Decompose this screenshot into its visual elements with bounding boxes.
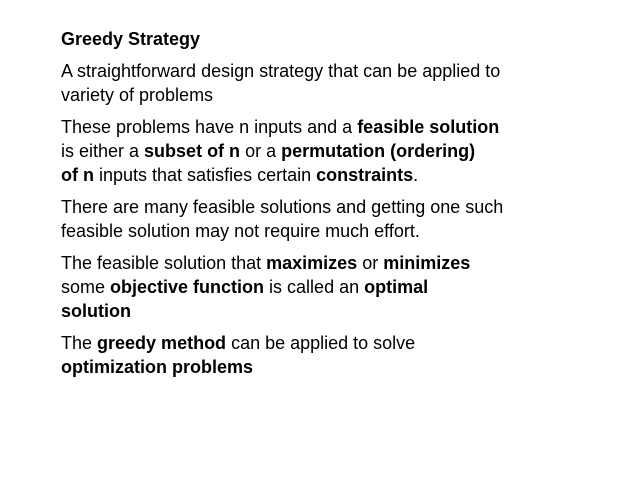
text-run: . <box>413 165 419 185</box>
paragraph-line <box>61 83 621 107</box>
paragraph-definition <box>61 59 621 107</box>
paragraph-line <box>61 331 621 355</box>
text-run: some <box>61 277 111 297</box>
text-run: can be applied to solve <box>226 333 416 353</box>
text-run: or <box>357 253 384 273</box>
text-run: variety of problems <box>61 85 214 105</box>
bold-term: maximizes <box>266 253 358 273</box>
bold-term: solution <box>61 301 131 321</box>
text-run: The <box>61 333 98 353</box>
bold-term: greedy method <box>97 333 227 353</box>
paragraph-line <box>61 251 621 275</box>
bold-term: objective function <box>110 277 265 297</box>
slide-content <box>61 27 621 387</box>
paragraph-line <box>61 59 621 83</box>
paragraph-line <box>61 115 621 139</box>
paragraph-feasible-solution <box>61 115 621 187</box>
paragraph-many-solutions <box>61 195 621 243</box>
text-run: The feasible solution that <box>61 253 267 273</box>
text-run: These problems have n inputs and a <box>61 117 358 137</box>
paragraph-line <box>61 299 621 323</box>
bold-term: permutation (ordering) <box>281 141 476 161</box>
bold-term: optimization problems <box>61 357 254 377</box>
paragraph-line <box>61 163 621 187</box>
text-run: A straightforward design strategy that can be applied to <box>61 61 501 81</box>
bold-term: of n <box>61 165 94 185</box>
text-run: is either a <box>61 141 145 161</box>
paragraph-line <box>61 275 621 299</box>
text-run: or a <box>240 141 282 161</box>
paragraph-greedy-method <box>61 331 621 379</box>
paragraph-line <box>61 195 621 219</box>
bold-term: constraints <box>316 165 414 185</box>
bold-term: subset of n <box>144 141 241 161</box>
text-run: feasible solution may not require much effort. <box>61 221 420 241</box>
paragraph-line <box>61 355 621 379</box>
bold-term: minimizes <box>383 253 471 273</box>
paragraph-optimal-solution <box>61 251 621 323</box>
slide-title: Greedy Strategy <box>61 29 201 49</box>
text-run: inputs that satisfies certain <box>94 165 317 185</box>
text-run: There are many feasible solutions and getting one such <box>61 197 504 217</box>
bold-term: feasible solution <box>357 117 500 137</box>
bold-term: optimal <box>364 277 429 297</box>
text-run: is called an <box>264 277 365 297</box>
paragraph-line <box>61 139 621 163</box>
paragraph-line <box>61 219 621 243</box>
